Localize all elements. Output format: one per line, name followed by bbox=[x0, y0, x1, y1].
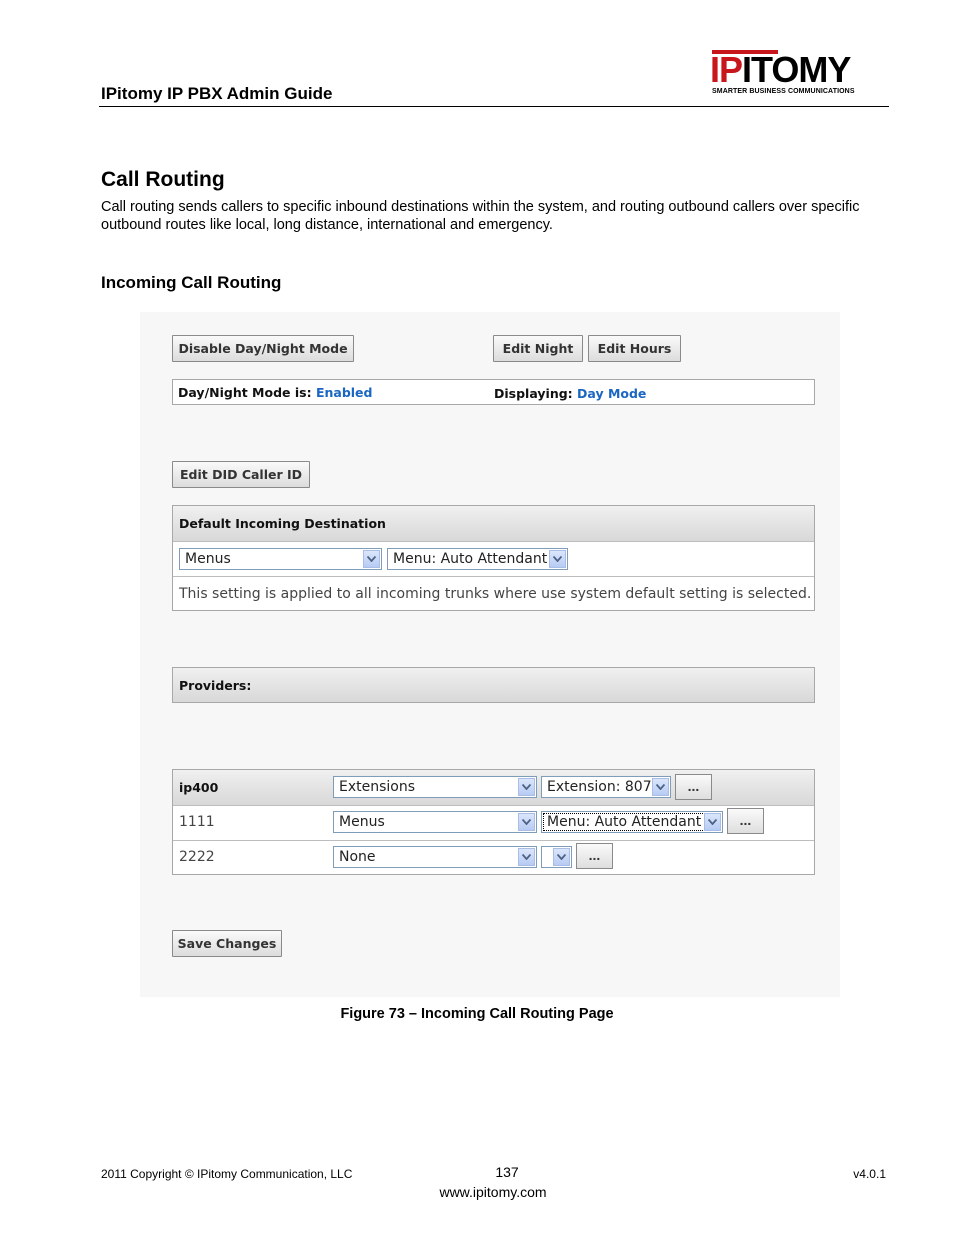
edit-night-button[interactable]: Edit Night bbox=[493, 335, 583, 362]
logo-tagline: SMARTER BUSINESS COMMUNICATIONS bbox=[712, 88, 855, 95]
document-title: IPitomy IP PBX Admin Guide bbox=[101, 84, 333, 103]
displaying-status: Displaying: Day Mode bbox=[494, 386, 647, 401]
trunks-table bbox=[172, 769, 815, 875]
chevron-down-icon bbox=[553, 848, 570, 866]
trunk-name-ip400: ip400 bbox=[179, 780, 219, 795]
section-title: Call Routing bbox=[101, 168, 225, 191]
trunk-ip400-more-button[interactable]: ... bbox=[675, 774, 712, 800]
incoming-call-routing-figure bbox=[140, 312, 840, 997]
footer-copyright: 2011 Copyright © IPitomy Communication, LLC bbox=[101, 1167, 353, 1181]
trunk-2222-type-select[interactable]: None bbox=[333, 846, 537, 868]
chevron-down-icon bbox=[549, 550, 566, 568]
ipitomy-logo bbox=[710, 50, 886, 100]
chevron-down-icon bbox=[518, 778, 535, 796]
row-divider bbox=[173, 805, 814, 806]
trunk-2222-destination-select[interactable] bbox=[541, 846, 572, 868]
figure-caption: Figure 73 – Incoming Call Routing Page bbox=[340, 1006, 614, 1022]
logo-wordmark: IPITOMY bbox=[710, 49, 851, 90]
footer-url: www.ipitomy.com bbox=[439, 1184, 547, 1200]
trunk-name-1111: 1111 bbox=[179, 814, 215, 830]
footer-version: v4.0.1 bbox=[853, 1167, 886, 1181]
default-destination-select[interactable]: Menu: Auto Attendant bbox=[387, 548, 568, 570]
disable-day-night-button[interactable]: Disable Day/Night Mode bbox=[172, 335, 354, 362]
save-changes-button[interactable]: Save Changes bbox=[172, 930, 282, 957]
default-destination-panel bbox=[172, 505, 815, 611]
chevron-down-icon bbox=[518, 848, 535, 866]
default-type-select[interactable]: Menus bbox=[179, 548, 382, 570]
header-rule bbox=[99, 106, 889, 107]
trunk-ip400-destination-select[interactable]: Extension: 807 bbox=[541, 776, 671, 798]
section-intro: Call routing sends callers to specific inbound destinations within the system, and routing outbound callers over specific outbound routes like local, long distance, international and emergency. bbox=[101, 199, 860, 233]
default-destination-header: Default Incoming Destination bbox=[173, 506, 814, 542]
day-night-status-bar bbox=[172, 379, 815, 405]
chevron-down-icon bbox=[652, 778, 669, 796]
row-divider bbox=[173, 576, 814, 577]
chevron-down-icon bbox=[518, 813, 535, 831]
subsection-title: Incoming Call Routing bbox=[101, 273, 282, 292]
trunk-2222-more-button[interactable]: ... bbox=[576, 843, 613, 869]
trunk-name-2222: 2222 bbox=[179, 849, 215, 865]
mode-enabled-value: Enabled bbox=[315, 385, 373, 400]
day-mode-value: Day Mode bbox=[577, 386, 647, 401]
trunk-1111-more-button[interactable]: ... bbox=[727, 808, 764, 834]
row-divider bbox=[173, 840, 814, 841]
trunk-1111-type-select[interactable]: Menus bbox=[333, 811, 537, 833]
edit-did-caller-id-button[interactable]: Edit DID Caller ID bbox=[172, 461, 310, 488]
day-night-mode-status: Day/Night Mode is: Enabled bbox=[178, 385, 373, 400]
providers-panel bbox=[172, 667, 815, 703]
chevron-down-icon bbox=[363, 550, 380, 568]
providers-header: Providers: bbox=[173, 668, 814, 702]
trunk-1111-destination-select[interactable]: Menu: Auto Attendant bbox=[541, 811, 723, 833]
default-destination-note: This setting is applied to all incoming trunks where use system default setting is selected. bbox=[179, 586, 812, 602]
edit-hours-button[interactable]: Edit Hours bbox=[588, 335, 681, 362]
trunk-ip400-type-select[interactable]: Extensions bbox=[333, 776, 537, 798]
footer-page-number: 137 bbox=[495, 1164, 519, 1180]
chevron-down-icon bbox=[704, 813, 721, 831]
